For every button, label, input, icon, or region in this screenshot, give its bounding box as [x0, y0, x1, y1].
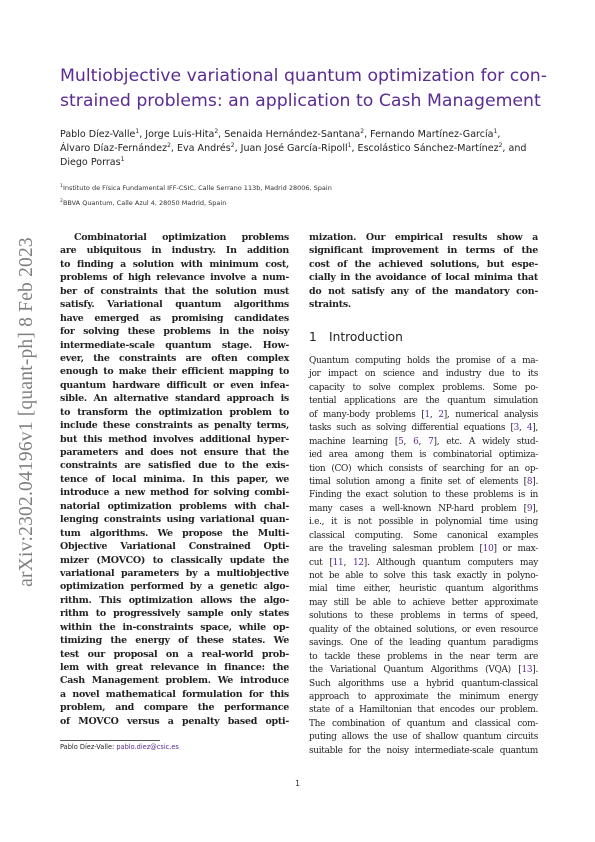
citation-link[interactable]: 2	[438, 409, 444, 420]
text-segment: classical computing. Some canonical examples	[309, 530, 538, 541]
text-segment: ]. Although quantum computers may	[363, 557, 538, 568]
citation-link[interactable]: 9	[526, 503, 533, 514]
abstract-line: lem with great relevance in finance: the	[60, 662, 289, 673]
abstract-line: rithm. This optimization allows the algo-	[60, 594, 289, 606]
citation-link[interactable]: 7	[428, 436, 434, 447]
intro-line	[309, 436, 538, 449]
text-segment: tasks such as solving differential equations [	[309, 423, 514, 434]
text-segment: i.e., it is not possible in polynomial time using	[309, 517, 538, 528]
section-title: Introduction	[329, 330, 403, 344]
abstract-line: within the in-constraints space, while op-	[60, 621, 289, 633]
intro-line	[309, 597, 538, 610]
intro-line	[309, 516, 538, 529]
citation-link[interactable]: 11	[332, 557, 344, 568]
intro-line	[309, 678, 538, 691]
intro-line	[309, 664, 538, 677]
text-segment: ,	[418, 436, 429, 447]
text-segment: tential applications are the quantum simulation	[309, 396, 538, 407]
intro-line	[309, 530, 538, 543]
abstract	[60, 231, 289, 728]
abstract-line: sible. An alternative standard approach is	[60, 393, 289, 405]
abstract-continued	[309, 231, 538, 312]
abstract-line: intermediate-scale quantum stage. How-	[60, 339, 289, 351]
intro-line	[309, 395, 538, 408]
abstract-line: of MOVCO versus a penalty based opti-	[60, 715, 289, 727]
author-list	[60, 128, 540, 170]
intro-line	[309, 476, 538, 489]
abstract-line: variational parameters by a multiobjective	[60, 567, 289, 579]
text-segment: suitable for the noisy intermediate-scale quantum	[309, 745, 538, 756]
text-segment: cut [	[309, 557, 333, 568]
text-segment: ,	[343, 557, 353, 568]
text-segment: ],	[532, 423, 538, 434]
footnote-author: Pablo Díez-Valle:	[60, 743, 117, 751]
abstract-line: optimization performed by a genetic algo-	[60, 581, 289, 593]
text-segment: ],	[532, 503, 538, 514]
text-segment: ].	[532, 476, 538, 487]
intro-line	[309, 610, 538, 623]
intro-line	[309, 745, 538, 758]
abstract-line: do not satisfy any of the mandatory con-	[309, 285, 538, 297]
abstract-line: mizer (MOVCO) to classically update the	[60, 554, 289, 566]
intro-line	[309, 489, 538, 502]
intro-line	[309, 731, 538, 744]
abstract-line: to finding a solution with minimum cost,	[60, 258, 289, 270]
text-segment: ,	[519, 423, 527, 434]
intro-line	[309, 503, 538, 516]
abstract-line: significant improvement in terms of the	[309, 245, 538, 257]
abstract-line: tence of local minima. In this paper, we	[60, 473, 289, 485]
text-segment: tion (CO) which consists of searching for an op-	[309, 463, 538, 474]
intro-line	[309, 449, 538, 462]
abstract-line: natorial optimization problems with chal-	[60, 500, 289, 512]
intro-line	[309, 463, 538, 476]
intro-line	[309, 382, 538, 395]
intro-line	[309, 543, 538, 556]
author-line: Diego Porras$^1$	[60, 156, 125, 169]
abstract-line: have emerged as promising candidates	[60, 312, 289, 324]
abstract-line: cost of the achieved solutions, but espe-	[309, 258, 538, 270]
footnote	[60, 743, 179, 751]
citation-link[interactable]: 13	[521, 665, 533, 676]
text-segment: The combination of quantum and classical com-	[309, 718, 538, 729]
abstract-line: include these constraints as penalty terms,	[60, 420, 289, 432]
abstract-line: quantum hardware difficult or even infea-	[60, 379, 289, 391]
arxiv-stamp	[12, 222, 42, 602]
abstract-line: ber of constraints that the solution must	[60, 285, 289, 297]
text-segment: to tackle these problems in the near term are	[309, 651, 538, 662]
intro-line	[309, 409, 538, 422]
text-segment: jor impact on science and industry due to its	[309, 369, 538, 380]
text-segment: Such algorithms use a hybrid quantum-classical	[309, 678, 538, 689]
title-line: strained problems: an application to Cash Management	[60, 91, 541, 111]
abstract-line: ever, the constraints are often complex	[60, 352, 289, 364]
text-segment: capacity to solve complex problems. Some po-	[309, 382, 538, 393]
text-segment: machine learning [	[309, 436, 399, 447]
section-heading	[309, 330, 538, 344]
text-segment: Finding the exact solution to these problems is in	[309, 490, 538, 501]
abstract-line: are ubiquitous in industry. In addition	[60, 245, 289, 257]
abstract-line: straints.	[309, 299, 351, 311]
abstract-line: but this method involves additional hyper-	[60, 433, 289, 445]
citation-link[interactable]: 8	[526, 476, 533, 487]
citation-link[interactable]: 10	[482, 544, 494, 555]
abstract-line: a novel mathematical formulation for this	[60, 688, 289, 700]
text-segment: savings. One of the leading quantum paradigms	[309, 638, 538, 649]
text-segment: not be able to solve this task exactly in polyno-	[309, 571, 538, 581]
text-segment: approach to approximate the minimum energy	[309, 691, 538, 702]
abstract-line: timizing the energy of these states. We	[60, 635, 289, 647]
intro-text	[309, 355, 538, 758]
text-segment: ied area among them is combinatorial optimiza-	[309, 450, 538, 461]
abstract-line: to transform the optimization problem to	[60, 406, 289, 418]
text-segment: solutions to these problems in terms of speed,	[309, 611, 538, 622]
text-segment: timal solution among a finite set of elements [	[309, 476, 527, 487]
intro-line	[309, 368, 538, 381]
abstract-line: problems of high relevance involve a num-	[60, 272, 289, 284]
text-segment: puting allows the use of shallow quantum circuits	[309, 732, 538, 743]
author-line: Álvaro Díaz-Fernández$^2$, Eva Andrés$^2$, Juan José García-Ripoll$^1$, Escolástico Sánchez-Martínez$^2$, and	[60, 142, 527, 155]
intro-line	[309, 637, 538, 650]
intro-line	[309, 718, 538, 731]
abstract-line: Combinatorial optimization problems	[74, 232, 289, 243]
page-number: 1	[294, 779, 301, 788]
abstract-line: constraints are satisfied due to the exis-	[60, 460, 289, 472]
abstract-line: Cash Management problem. We introduce	[60, 675, 289, 687]
intro-line	[309, 651, 538, 664]
text-segment: ], etc. A widely stud-	[433, 436, 538, 447]
section-number: 1	[309, 330, 317, 344]
intro-line	[309, 691, 538, 704]
citation-link[interactable]: 5	[398, 436, 404, 447]
abstract-line: mization. Our empirical results show a	[309, 232, 538, 243]
text-segment: ,	[429, 409, 439, 420]
text-segment: the Variational Quantum Algorithms (VQA) [	[309, 665, 522, 676]
author-email-link[interactable]: pablo.diez@csic.es	[116, 743, 179, 751]
arxiv-id: arXiv:2302.04196v1 [quant-ph] 8 Feb 2023	[16, 237, 37, 587]
abstract-line: tum algorithms. We propose the Multi-	[60, 527, 289, 539]
citation-link[interactable]: 4	[526, 423, 533, 434]
citation-link[interactable]: 3	[513, 423, 520, 434]
text-segment: of many-body problems [	[309, 409, 425, 420]
title-line: Multiobjective variational quantum optimization for con-	[60, 66, 547, 86]
abstract-line: introduce a new method for solving combi-	[60, 487, 289, 499]
text-segment: Quantum computing holds the promise of a ma-	[309, 356, 538, 366]
abstract-line: cially in the avoidance of local minima that	[309, 272, 538, 284]
affiliation: $^1$Instituto de Física Fundamental IFF-CSIC, Calle Serrano 113b, Madrid 28006, Spain	[60, 184, 332, 192]
footnote-rule	[60, 740, 160, 741]
affiliation: $^2$BBVA Quantum, Calle Azul 4, 28050 Madrid, Spain	[60, 199, 227, 207]
text-segment: quality of the obtained solutions, or even resource	[309, 624, 538, 635]
text-segment: may still be able to achieve better approximate	[309, 597, 538, 608]
intro-line	[309, 355, 538, 368]
abstract-line: rithm to progressively sample only states	[60, 608, 289, 620]
text-segment: are the traveling salesman problem [	[309, 544, 483, 555]
text-segment: state of a Hamiltonian that encodes our problem.	[309, 705, 538, 716]
abstract-line: for solving these problems in the noisy	[60, 326, 289, 338]
text-segment: ].	[532, 665, 538, 676]
paper-title	[60, 64, 547, 114]
citation-link[interactable]: 12	[352, 557, 364, 568]
intro-line	[309, 583, 538, 596]
abstract-line: enough to make their efficient mapping to	[60, 366, 289, 378]
abstract-line: parameters and does not ensure that the	[60, 447, 289, 458]
abstract-line: satisfy. Variational quantum algorithms	[60, 299, 289, 311]
intro-line	[309, 704, 538, 717]
intro-line	[309, 557, 538, 570]
intro-line	[309, 422, 538, 435]
text-segment: ,	[403, 436, 414, 447]
text-segment: ], numerical analysis	[443, 409, 538, 420]
intro-line	[309, 624, 538, 637]
intro-line	[309, 570, 538, 583]
citation-link[interactable]: 6	[413, 436, 419, 447]
abstract-line: test our proposal on a real-world prob-	[60, 648, 289, 660]
text-segment: mial time either, heuristic quantum algorithms	[309, 584, 538, 595]
text-segment: ] or max-	[493, 544, 538, 555]
author-line: Pablo Díez-Valle$^1$, Jorge Luis-Hita$^2$, Senaida Hernández-Santana$^2$, Fernando Martínez-García$^1$,	[60, 128, 501, 140]
citation-link[interactable]: 1	[424, 409, 430, 420]
abstract-line: problem, and compare the performance	[60, 702, 289, 714]
abstract-line: lenging constraints using variational quan-	[60, 514, 289, 526]
text-segment: many cases a well-known NP-hard problem [	[309, 503, 527, 514]
abstract-line: Objective Variational Constrained Opti-	[60, 541, 289, 553]
